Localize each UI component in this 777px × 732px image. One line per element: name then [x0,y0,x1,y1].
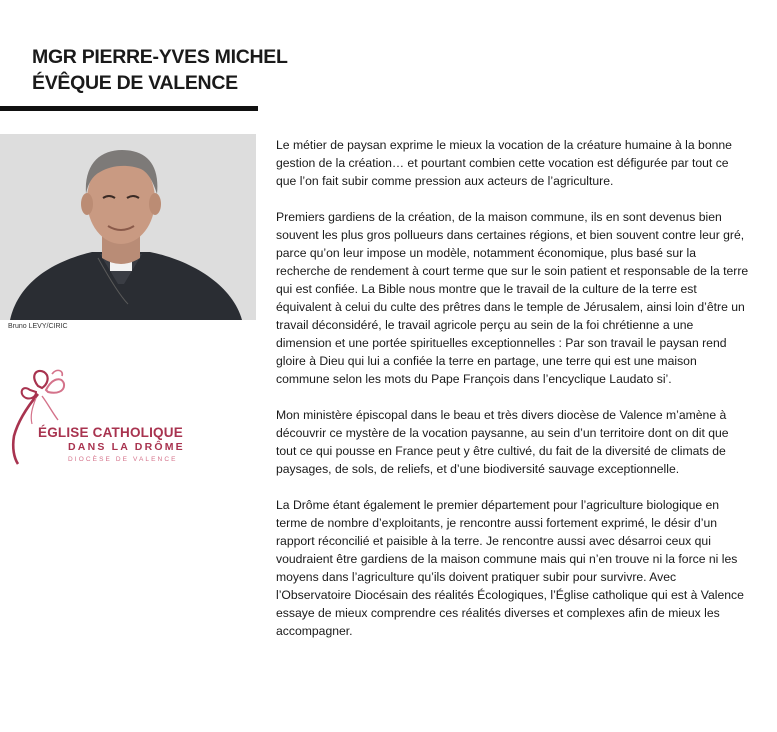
photo-credit: Bruno LEVY/CIRIC [8,323,68,330]
article-body [276,136,750,658]
paragraph: Mon ministère épiscopal dans le beau et très divers diocèse de Valence m’amène à découvrir ce mystère de la vocation paysanne, au sein d’un territoire dont on dit que tout ce qui pousse en France peut y être cultivé, du fait de la diversité de climats de paysages, de sols, de reliefs, et d’une biodiversité sauvage exceptionnelle. [276,408,729,476]
title-underline [0,106,258,111]
page-title [32,44,288,96]
paragraph: Premiers gardiens de la création, de la maison commune, ils en sont devenus bien souvent les plus gros pollueurs dans certaines régions, et bien souvent contre leur gré, parce qu’on leur impose un modèle, notamment économique, plus basé sur la recherche de rendement à court terme que sur le soin patient et responsable de la terre qui est confiée. La Bible nous montre que le travail de la culture de la terre est équivalent à celui du culte des prêtres dans le temple de Jérusalem, ainsi loin d’être un travail déconsidéré, le travail agricole perçu au sein de la foi chrétienne a une dimension et une portée spirituelles exceptionnelles : Par son travail le paysan rend gloire à Dieu qui lui a confiée la terre en partage, une terre qui est une maison commune selon les mots du Pape François dans l’encyclique Laudato si’. [276,210,749,386]
logo-line-eglise: ÉGLISE CATHOLIQUE [38,425,183,440]
bishop-portrait [0,134,256,320]
paragraph: Le métier de paysan exprime le mieux la vocation de la créature humaine à la bonne gestion de la création… et pourtant combien cette vocation est défigurée par tout ce que l’on fait subir comme pression aux acteurs de l’agriculture. [276,138,732,188]
logo-line-drome: DANS LA DRÔME [68,441,185,453]
author-role: ÉVÊQUE DE VALENCE [32,72,238,94]
diocese-logo [8,366,228,476]
author-name: MGR PIERRE-YVES MICHEL [32,46,288,68]
paragraph: La Drôme étant également le premier département pour l’agriculture biologique en terme de nombre d’exploitants, je rencontre aussi fortement exprimé, le désir d’un rapport réconcilié et paisible à la terre. Je rencontre aussi avec désarroi ceux qui voudraient être gardiens de la maison commune mais qui n’en trouve ni la force ni les moyens dans l’agriculture qu’ils doivent pratiquer subir pour survivre. Avec l’Observatoire Diocésain des réalités Écologiques, l’Église catholique qui est à Valence essaye de mieux comprendre ces réalités diverses et complexes afin de mieux les accompagner. [276,498,744,638]
logo-line-diocese: DIOCÈSE DE VALENCE [68,456,178,463]
